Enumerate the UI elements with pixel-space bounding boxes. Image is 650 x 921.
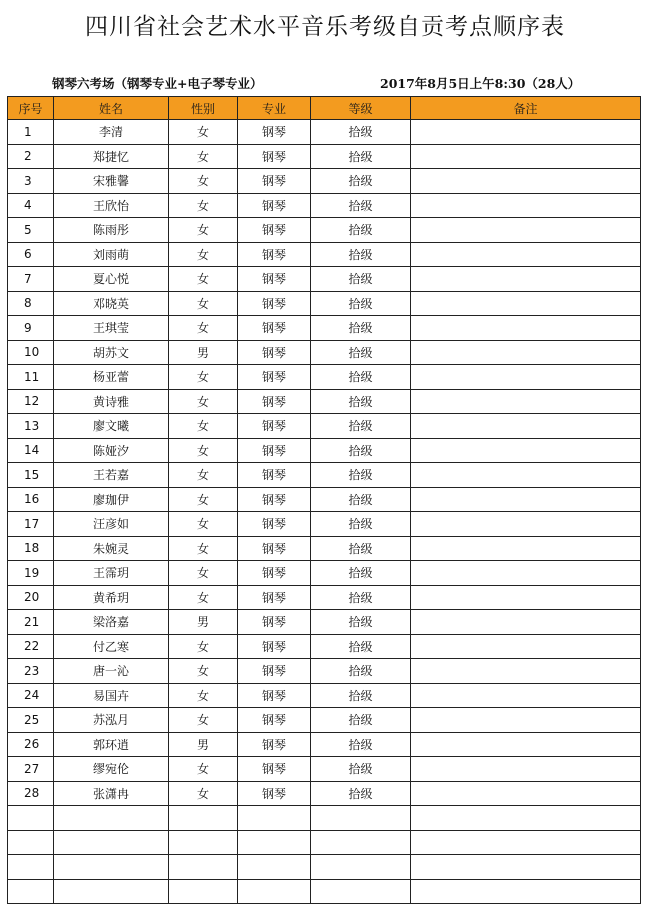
cell-seq: 6 [8,242,54,267]
table-row [8,291,641,316]
cell-major: 钢琴 [238,512,311,537]
cell-level: 拾级 [311,512,411,537]
cell-level: 拾级 [311,169,411,194]
cell-name: 杨亚蕾 [54,365,169,390]
cell-major: 钢琴 [238,193,311,218]
cell-seq: 22 [8,634,54,659]
cell-note [411,659,641,684]
empty-cell [311,806,411,831]
exam-info-bar [0,72,650,94]
cell-gender: 女 [169,512,238,537]
cell-name: 王欣怡 [54,193,169,218]
empty-cell [238,855,311,880]
cell-note [411,781,641,806]
cell-name: 郭环逍 [54,732,169,757]
cell-name: 王若嘉 [54,463,169,488]
empty-cell [311,879,411,904]
cell-gender: 女 [169,561,238,586]
cell-level: 拾级 [311,757,411,782]
cell-note [411,512,641,537]
cell-level: 拾级 [311,683,411,708]
session-time-label: 2017年8月5日上午8:30（28人） [380,76,581,91]
table-row [8,218,641,243]
cell-seq: 26 [8,732,54,757]
header-seq: 序号 [8,97,54,120]
cell-note [411,169,641,194]
table-row [8,561,641,586]
cell-note [411,585,641,610]
cell-major: 钢琴 [238,487,311,512]
table-row [8,389,641,414]
cell-major: 钢琴 [238,708,311,733]
cell-gender: 女 [169,389,238,414]
cell-name: 陈雨彤 [54,218,169,243]
cell-major: 钢琴 [238,389,311,414]
cell-note [411,757,641,782]
cell-note [411,193,641,218]
table-row [8,683,641,708]
cell-note [411,536,641,561]
cell-gender: 女 [169,757,238,782]
table-row [8,120,641,145]
cell-level: 拾级 [311,242,411,267]
header-gender: 性别 [169,97,238,120]
cell-name: 梁洛嘉 [54,610,169,635]
cell-name: 刘雨萌 [54,242,169,267]
table-row [8,193,641,218]
empty-cell [411,830,641,855]
cell-note [411,561,641,586]
cell-note [411,365,641,390]
cell-seq: 27 [8,757,54,782]
cell-name: 郑捷忆 [54,144,169,169]
empty-cell [54,830,169,855]
cell-gender: 女 [169,169,238,194]
cell-name: 王琪莹 [54,316,169,341]
roster-body [8,120,641,904]
cell-note [411,487,641,512]
cell-major: 钢琴 [238,732,311,757]
empty-cell [54,806,169,831]
empty-cell [311,855,411,880]
cell-major: 钢琴 [238,365,311,390]
header-note: 备注 [411,97,641,120]
cell-name: 宋雅馨 [54,169,169,194]
cell-gender: 女 [169,438,238,463]
cell-major: 钢琴 [238,218,311,243]
empty-cell [411,806,641,831]
cell-name: 张潇冉 [54,781,169,806]
cell-name: 陈娅汐 [54,438,169,463]
cell-seq: 20 [8,585,54,610]
header-name: 姓名 [54,97,169,120]
cell-major: 钢琴 [238,169,311,194]
cell-note [411,291,641,316]
cell-note [411,316,641,341]
empty-cell [411,855,641,880]
cell-seq: 8 [8,291,54,316]
cell-seq: 5 [8,218,54,243]
cell-seq: 25 [8,708,54,733]
cell-level: 拾级 [311,267,411,292]
cell-gender: 女 [169,218,238,243]
cell-gender: 女 [169,242,238,267]
cell-level: 拾级 [311,340,411,365]
empty-cell [169,855,238,880]
cell-major: 钢琴 [238,561,311,586]
cell-major: 钢琴 [238,438,311,463]
table-row [8,781,641,806]
cell-major: 钢琴 [238,757,311,782]
cell-seq: 18 [8,536,54,561]
cell-name: 苏泓月 [54,708,169,733]
empty-cell [54,855,169,880]
cell-seq: 11 [8,365,54,390]
empty-cell [238,830,311,855]
cell-level: 拾级 [311,120,411,145]
cell-note [411,120,641,145]
cell-note [411,144,641,169]
cell-name: 易国卉 [54,683,169,708]
cell-major: 钢琴 [238,659,311,684]
cell-name: 邓晓英 [54,291,169,316]
cell-note [411,634,641,659]
table-row [8,463,641,488]
cell-gender: 女 [169,193,238,218]
table-row [8,144,641,169]
exam-room-label: 钢琴六考场（钢琴专业+电子琴专业） [52,76,263,91]
cell-level: 拾级 [311,659,411,684]
cell-seq: 21 [8,610,54,635]
cell-seq: 3 [8,169,54,194]
cell-major: 钢琴 [238,340,311,365]
cell-note [411,732,641,757]
cell-level: 拾级 [311,610,411,635]
empty-cell [311,830,411,855]
cell-level: 拾级 [311,218,411,243]
empty-cell [238,806,311,831]
cell-level: 拾级 [311,291,411,316]
cell-gender: 女 [169,316,238,341]
cell-level: 拾级 [311,708,411,733]
cell-name: 缪宛伦 [54,757,169,782]
cell-gender: 女 [169,585,238,610]
page-title: 四川省社会艺术水平音乐考级自贡考点顺序表 [85,14,565,40]
cell-level: 拾级 [311,634,411,659]
cell-gender: 女 [169,634,238,659]
cell-major: 钢琴 [238,683,311,708]
cell-gender: 女 [169,365,238,390]
cell-level: 拾级 [311,463,411,488]
table-header-row [8,97,641,120]
empty-table-row [8,879,641,904]
cell-seq: 4 [8,193,54,218]
cell-major: 钢琴 [238,120,311,145]
cell-major: 钢琴 [238,144,311,169]
cell-gender: 女 [169,414,238,439]
cell-level: 拾级 [311,193,411,218]
cell-level: 拾级 [311,414,411,439]
cell-level: 拾级 [311,438,411,463]
cell-name: 朱婉灵 [54,536,169,561]
table-row [8,414,641,439]
cell-name: 汪彦如 [54,512,169,537]
cell-level: 拾级 [311,536,411,561]
empty-cell [169,830,238,855]
cell-seq: 24 [8,683,54,708]
cell-major: 钢琴 [238,781,311,806]
table-row [8,487,641,512]
table-row [8,242,641,267]
empty-cell [8,806,54,831]
cell-gender: 女 [169,683,238,708]
table-row [8,536,641,561]
cell-note [411,218,641,243]
empty-cell [8,830,54,855]
empty-cell [411,879,641,904]
cell-level: 拾级 [311,561,411,586]
table-row [8,659,641,684]
empty-cell [169,879,238,904]
header-major: 专业 [238,97,311,120]
cell-major: 钢琴 [238,463,311,488]
cell-level: 拾级 [311,732,411,757]
empty-table-row [8,855,641,880]
cell-major: 钢琴 [238,634,311,659]
cell-level: 拾级 [311,487,411,512]
cell-gender: 女 [169,487,238,512]
table-row [8,169,641,194]
cell-seq: 15 [8,463,54,488]
cell-seq: 28 [8,781,54,806]
cell-level: 拾级 [311,144,411,169]
cell-note [411,242,641,267]
cell-name: 廖文曦 [54,414,169,439]
cell-seq: 14 [8,438,54,463]
cell-seq: 7 [8,267,54,292]
cell-seq: 19 [8,561,54,586]
cell-name: 王霈玥 [54,561,169,586]
cell-gender: 女 [169,708,238,733]
empty-table-row [8,830,641,855]
cell-major: 钢琴 [238,291,311,316]
cell-note [411,340,641,365]
cell-name: 唐一沁 [54,659,169,684]
cell-name: 夏心悦 [54,267,169,292]
cell-gender: 男 [169,610,238,635]
cell-major: 钢琴 [238,267,311,292]
cell-level: 拾级 [311,365,411,390]
cell-note [411,683,641,708]
cell-gender: 女 [169,659,238,684]
cell-note [411,414,641,439]
cell-level: 拾级 [311,316,411,341]
cell-note [411,389,641,414]
cell-gender: 女 [169,781,238,806]
cell-note [411,267,641,292]
table-row [8,340,641,365]
cell-name: 廖珈伊 [54,487,169,512]
table-row [8,708,641,733]
cell-name: 黄诗雅 [54,389,169,414]
cell-gender: 女 [169,267,238,292]
cell-gender: 女 [169,291,238,316]
cell-seq: 9 [8,316,54,341]
table-row [8,316,641,341]
empty-cell [238,879,311,904]
cell-seq: 13 [8,414,54,439]
cell-level: 拾级 [311,781,411,806]
cell-major: 钢琴 [238,610,311,635]
cell-major: 钢琴 [238,585,311,610]
cell-major: 钢琴 [238,316,311,341]
cell-name: 胡苏文 [54,340,169,365]
table-row [8,634,641,659]
cell-note [411,708,641,733]
table-row [8,267,641,292]
cell-note [411,463,641,488]
cell-major: 钢琴 [238,414,311,439]
cell-note [411,610,641,635]
table-row [8,438,641,463]
table-row [8,585,641,610]
cell-name: 黄希玥 [54,585,169,610]
cell-gender: 男 [169,732,238,757]
table-row [8,757,641,782]
cell-seq: 16 [8,487,54,512]
cell-major: 钢琴 [238,242,311,267]
header-level: 等级 [311,97,411,120]
cell-seq: 17 [8,512,54,537]
empty-cell [8,879,54,904]
empty-cell [169,806,238,831]
cell-gender: 女 [169,463,238,488]
cell-level: 拾级 [311,389,411,414]
empty-table-row [8,806,641,831]
cell-level: 拾级 [311,585,411,610]
table-row [8,365,641,390]
cell-gender: 女 [169,536,238,561]
empty-cell [54,879,169,904]
cell-gender: 女 [169,144,238,169]
cell-gender: 男 [169,340,238,365]
table-row [8,732,641,757]
empty-cell [8,855,54,880]
table-row [8,610,641,635]
candidate-roster-table [7,96,641,904]
cell-seq: 10 [8,340,54,365]
cell-major: 钢琴 [238,536,311,561]
cell-seq: 2 [8,144,54,169]
cell-seq: 12 [8,389,54,414]
cell-name: 李清 [54,120,169,145]
cell-name: 付乙寒 [54,634,169,659]
cell-seq: 1 [8,120,54,145]
cell-gender: 女 [169,120,238,145]
cell-note [411,438,641,463]
cell-seq: 23 [8,659,54,684]
table-row [8,512,641,537]
